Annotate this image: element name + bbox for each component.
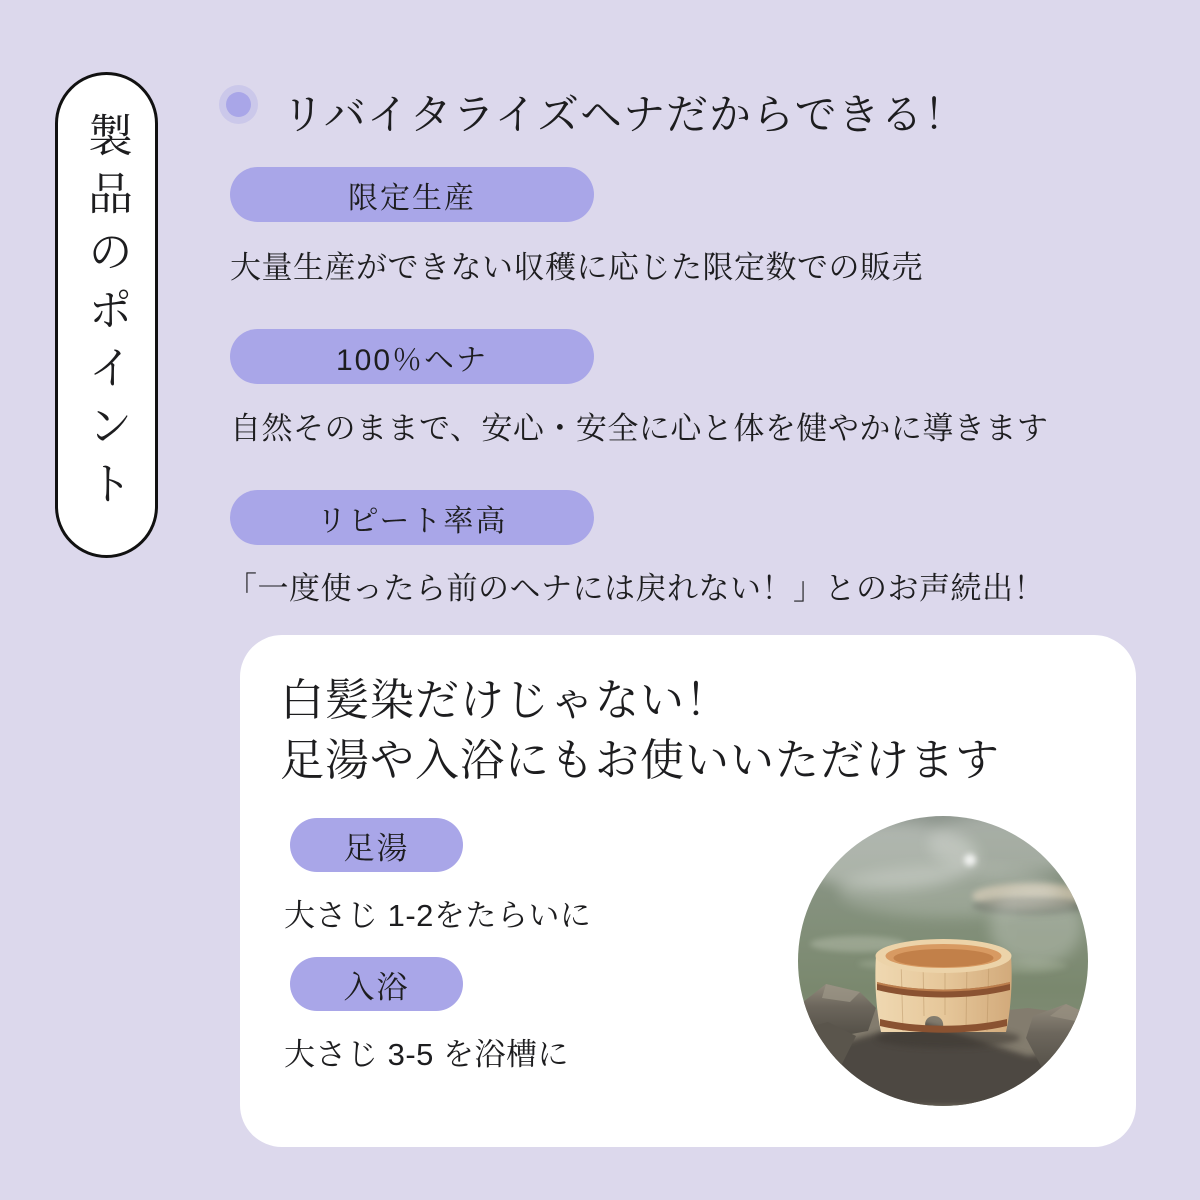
usage-card-title-line1: 白髪染だけじゃない！ (280, 676, 730, 725)
main-heading: リバイタライズヘナだからできる！ (282, 91, 967, 138)
point-description: 「一度使ったら前のヘナには戻れない！」とのお声続出！ (226, 571, 1045, 606)
usage-card-title (280, 671, 1000, 791)
usage-description-footbath: 大さじ 1-2をたらいに (284, 898, 592, 933)
usage-card (240, 635, 1136, 1147)
usage-badge-bathing: 入浴 (290, 957, 463, 1011)
point-description: 自然そのままで、安心・安全に心と体を健やかに導きます (230, 411, 1049, 446)
usage-badge-footbath: 足湯 (290, 818, 463, 872)
vertical-title-pill (55, 72, 158, 558)
vertical-title-text: 製品のポイント (81, 112, 132, 518)
point-badge-repeat-rate: リピート率高 (230, 490, 594, 545)
usage-description-bathing: 大さじ 3-5 を浴槽に (284, 1037, 570, 1072)
point-description: 大量生産ができない収穫に応じた限定数での販売 (230, 250, 923, 285)
point-badge-limited-production: 限定生産 (230, 167, 594, 222)
dot-icon (226, 92, 251, 117)
point-badge-100-percent-henna: 100％ヘナ (230, 329, 594, 384)
usage-card-title-line2: 足湯や入浴にもお使いいただけます (280, 736, 1000, 785)
onsen-wooden-bucket-photo (798, 816, 1088, 1106)
